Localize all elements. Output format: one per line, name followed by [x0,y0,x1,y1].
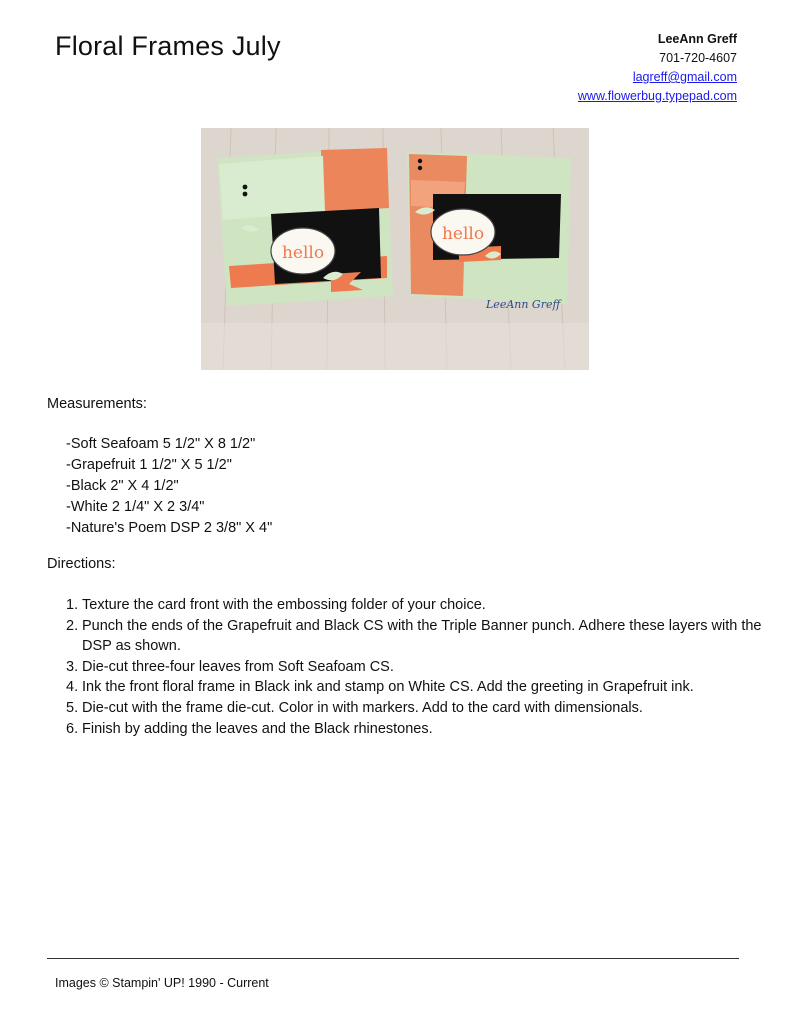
right-card-greeting: hello [441,224,485,244]
list-item: -Grapefruit 1 1/2" X 5 1/2" [66,457,232,473]
measurements-list [66,434,272,539]
step-text: Punch the ends of the Grapefruit and Black CS with the Triple Banner punch. Adhere these layers with the DSP as shown. [82,617,762,655]
list-item [66,719,762,740]
right-card [407,152,571,311]
left-card-greeting: hello [281,243,325,263]
list-item: -Soft Seafoam 5 1/2" X 8 1/2" [66,436,256,452]
list-item: -Nature's Poem DSP 2 3/8" X 4" [66,520,273,536]
measurements-heading: Measurements: [47,396,147,412]
email-link[interactable]: lagreff@gmail.com [632,70,737,84]
list-item: -White 2 1/4" X 2 3/4" [66,499,205,515]
list-item: -Black 2" X 4 1/2" [66,478,179,494]
author-name: LeeAnn Greff [657,32,737,46]
step-number: 3. [66,658,79,675]
step-text: Texture the card front with the embossing folder of your choice. [82,597,486,613]
footer-copyright: Images © Stampin' UP! 1990 - Current [55,976,269,990]
step-text: Die-cut three-four leaves from Soft Seafoam CS. [82,658,394,675]
list-item [66,698,762,719]
card-photo [201,128,589,370]
watermark-logo: LeeAnn Greff [486,298,561,311]
footer-divider [47,958,739,959]
list-item [66,616,762,657]
step-text: Finish by adding the leaves and the Black rhinestones. [82,720,433,737]
step-number: 6. [66,720,79,737]
page-title: Floral Frames July [55,31,281,61]
directions-list [66,595,762,739]
phone-number: 701-720-4607 [659,51,737,65]
left-card [217,148,393,306]
step-text: Ink the front floral frame in Black ink and stamp on White CS. Add the greeting in Grapefruit ink. [82,679,694,696]
list-item [66,595,762,616]
directions-heading: Directions: [47,556,116,572]
step-number: 2. [66,617,79,634]
website-link[interactable]: www.flowerbug.typepad.com [577,89,737,103]
step-number: 5. [66,699,79,716]
list-item [66,657,762,678]
step-number: 1. [66,597,79,613]
step-text: Die-cut with the frame die-cut. Color in with markers. Add to the card with dimensionals. [82,699,643,716]
step-number: 4. [66,679,79,696]
contact-block [578,30,737,106]
list-item [66,677,762,698]
